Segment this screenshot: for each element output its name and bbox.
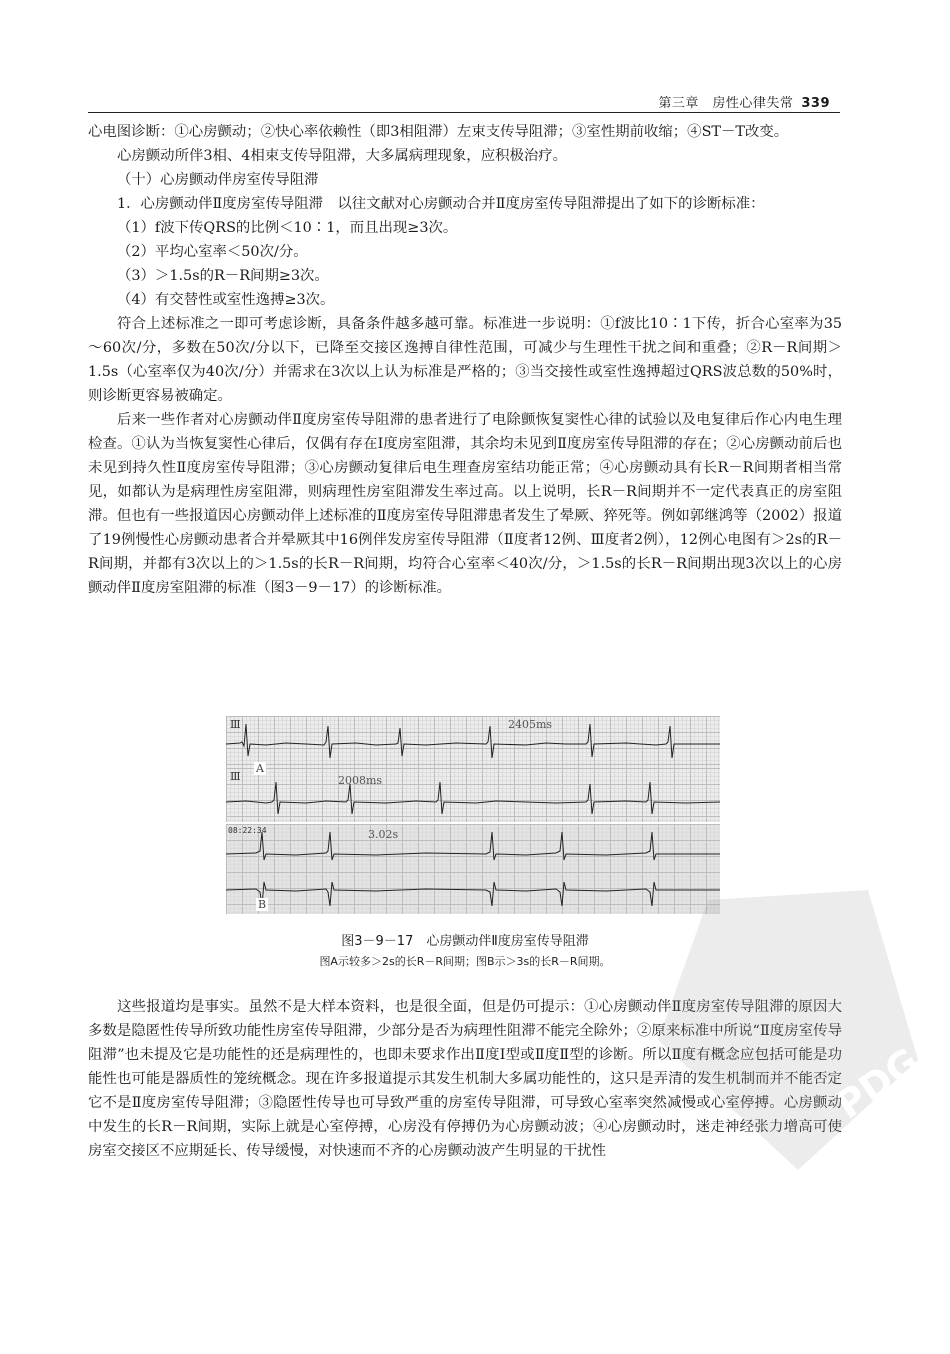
- criteria-item: （2）平均心室率＜50次/分。: [117, 244, 308, 260]
- rr-interval-label: 2008ms: [338, 774, 383, 787]
- paragraph: 1．心房颤动伴Ⅱ度房室传导阻滞 以往文献对心房颤动合并Ⅱ度房室传导阻滞提出了如下的诊断标准：: [117, 196, 765, 212]
- lead-label: Ⅲ: [230, 770, 241, 783]
- ecg-strip-b: [226, 824, 720, 914]
- body-text-top: [88, 120, 842, 600]
- ecg-trace: [226, 824, 720, 914]
- ecg-strip-a-top: [226, 716, 720, 768]
- criteria-item: （3）＞1.5s的R－R间期≥3次。: [117, 268, 329, 284]
- panel-label: B: [258, 898, 267, 911]
- paragraph: 心房颤动所伴3相、4相束支传导阻滞，大多属病理现象，应积极治疗。: [117, 148, 568, 164]
- figure-caption-title: 图3－9－17 心房颤动伴Ⅱ度房室传导阻滞: [341, 934, 589, 949]
- chapter-title: 第三章 房性心律失常: [658, 96, 794, 111]
- criteria-item: （4）有交替性或室性逸搏≥3次。: [117, 292, 335, 308]
- ecg-strip-a-bottom: [226, 762, 720, 822]
- section-heading: （十）心房颤动伴房室传导阻滞: [117, 172, 319, 188]
- lead-label: Ⅲ: [230, 718, 241, 731]
- timestamp-label: 08:22:34: [228, 826, 267, 835]
- paragraph: 符合上述标准之一即可考虑诊断，具备条件越多越可靠。标准进一步说明：①f波比10∶1下传，折合心室率为35～60次/分，多数在50次/分以下，已降至交接区逸搏自律性范围，可减少与生理性干扰之间和重叠；②R－R间期＞1.5s（心室率仅为40次/分）并需求在3次以上认为标准是严格的；③当交接性或室性逸搏超过QRS波总数的50%时，则诊断更容易被确定。: [88, 316, 842, 404]
- running-head: [658, 92, 830, 111]
- ecg-trace: [226, 768, 720, 822]
- paragraph: 心电图诊断：①心房颤动；②快心率依赖性（即3相阻滞）左束支传导阻滞；③室性期前收缩；④ST－T改变。: [88, 124, 789, 140]
- paragraph: 后来一些作者对心房颤动伴Ⅱ度房室传导阻滞的患者进行了电除颤恢复窦性心律的试验以及电复律后作心内电生理检查。①认为当恢复窦性心律后，仅偶有存在Ⅰ度房室阻滞，其余均未见到Ⅱ度房室传导阻滞的存在；②心房颤动前后也未见到持久性Ⅱ度房室传导阻滞；③心房颤动复律后电生理查房室结功能正常；④心房颤动具有长R－R间期者相当常见，如都认为是病理性房室阻滞，则病理性房室阻滞发生率过高。以上说明，长R－R间期并不一定代表真正的房室阻滞。但也有一些报道因心房颤动伴上述标准的Ⅱ度房室传导阻滞患者发生了晕厥、猝死等。例如郭继鸿等（2002）报道了19例慢性心房颤动患者合并晕厥其中16例伴发房室传导阻滞（Ⅱ度者12例、Ⅲ度者2例），12例心电图有＞2s的R－R间期，并都有3次以上的＞1.5s的长R－R间期，均符合心室率＜40次/分，＞1.5s的长R－R间期出现3次以上的心房颤动伴Ⅱ度房室阻滞的标准（图3－9－17）的诊断标准。: [88, 412, 842, 596]
- watermark-text: PDG: [827, 1039, 928, 1128]
- watermark-seal-icon: [648, 880, 928, 1180]
- ecg-trace: [226, 716, 720, 768]
- panel-label: A: [256, 762, 264, 775]
- ecg-figure: [226, 716, 720, 914]
- page-number: 339: [801, 96, 830, 111]
- rr-interval-label: 3.02s: [368, 828, 399, 841]
- rr-interval-label: 2405ms: [508, 718, 553, 731]
- paragraph: 这些报道均是事实。虽然不是大样本资料，也是很全面，但是仍可提示：①心房颤动伴Ⅱ度房室传导阻滞的原因大多数是隐匿性传导所致功能性房室传导阻滞，少部分是否为病理性阻滞不能完全除外；②原来标准中所说“Ⅱ度房室传导阻滞”也未提及它是功能性的还是病理性的，也即未要求作出Ⅱ度Ⅰ型或Ⅱ度Ⅱ型的诊断。所以Ⅱ度有概念应包括可能是功能性也可能是器质性的笼统概念。现在许多报道提示其发生机制大多属功能性的，这只是弄清的发生机制而并不能否定它不是Ⅱ度房室传导阻滞；③隐匿性传导也可导致严重的房室传导阻滞，可导致心室率突然减慢或心室停搏。心房颤动中发生的长R－R间期，实际上就是心室停搏，心房没有停搏仍为心房颤动波；④心房颤动时，迷走神经张力增高可使房室交接区不应期延长、传导缓慢，对快速而不齐的心房颤动波产生明显的干扰性: [88, 999, 842, 1159]
- page-header: [88, 88, 840, 113]
- figure-caption-note: 图A示较多＞2s的长R－R间期；图B示＞3s的长R－R间期。: [319, 955, 611, 968]
- criteria-item: （1）f波下传QRS的比例＜10∶1，而且出现≥3次。: [117, 220, 458, 236]
